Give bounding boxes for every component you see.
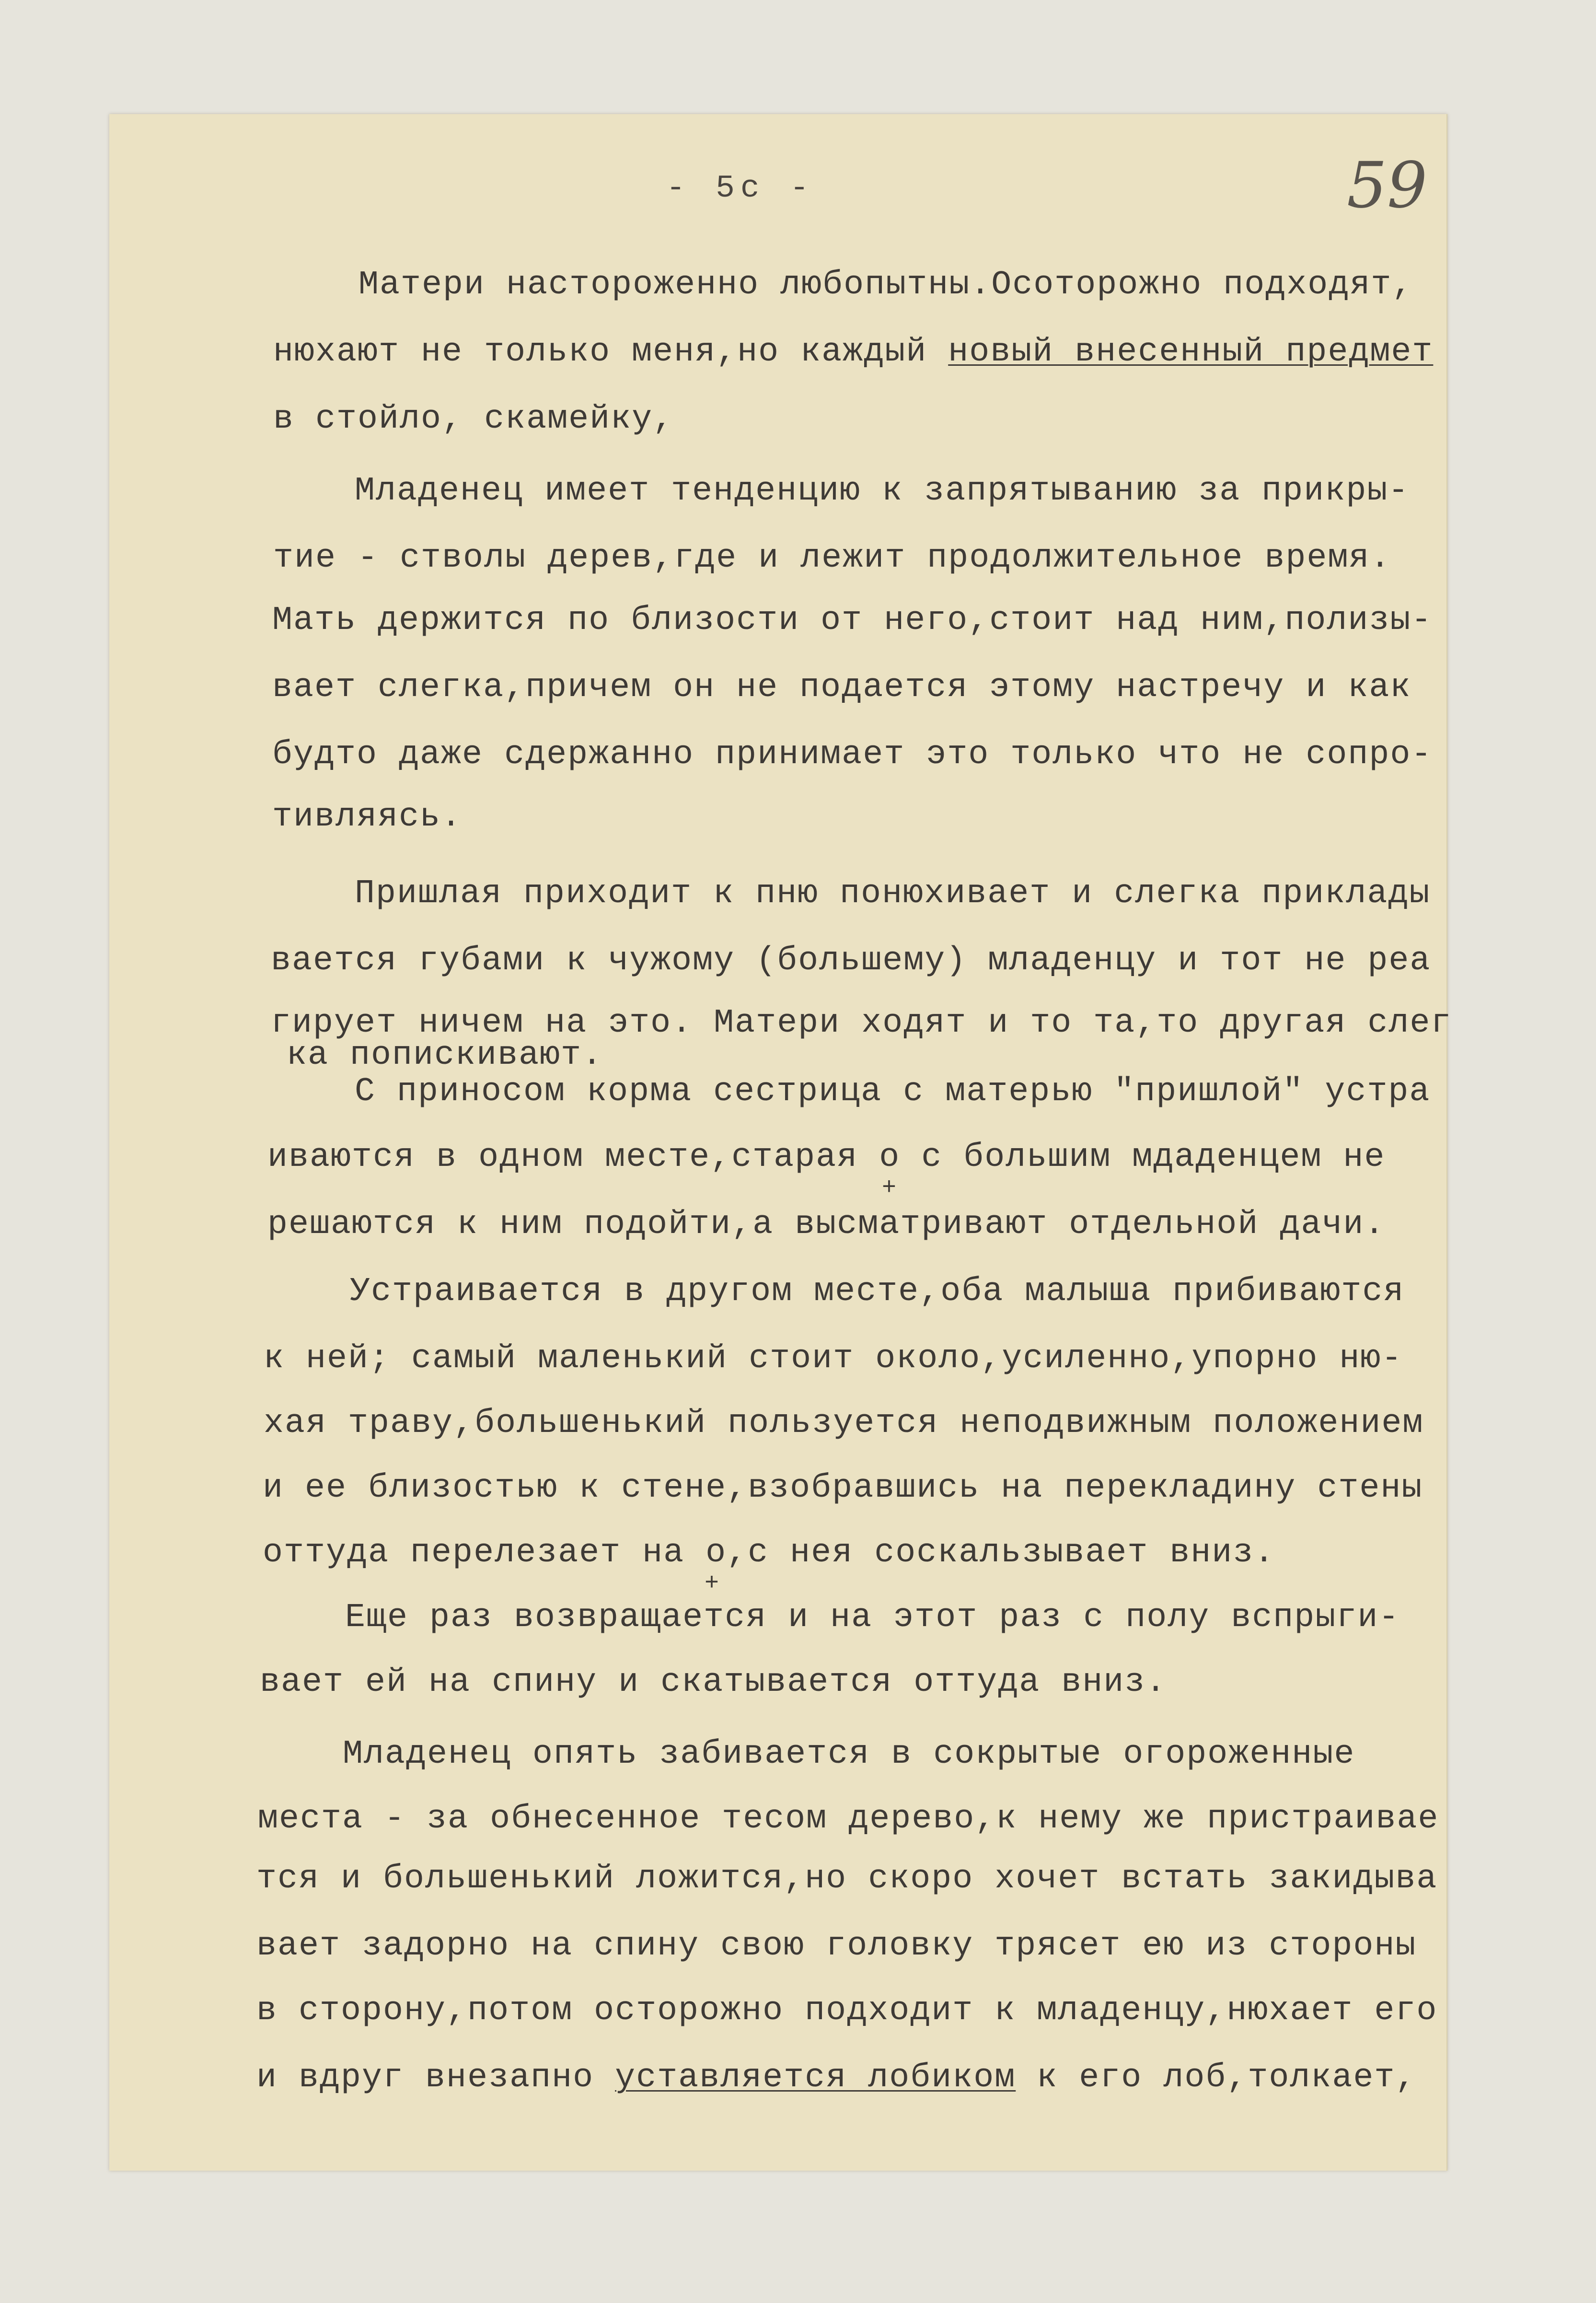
plus-mark: +	[882, 1175, 897, 1202]
text-line: и вдруг внезапно уставляется лобиком к его лоб,толкает,	[256, 2059, 1417, 2097]
text-line: в сторону,потом осторожно подходит к младенцу,нюхает его	[256, 1992, 1438, 2030]
text-line: вает задорно на спину свою головку трясет ею из стороны	[256, 1927, 1417, 1965]
text-line: Мать держится по близости от него,стоит над ним,полизы-	[272, 602, 1433, 640]
text-line: нюхают не только меня,но каждый новый внесенный предмет	[273, 333, 1434, 371]
text-line: ка попискивают.	[287, 1036, 603, 1074]
text-line: Еще раз возвращается и на этот раз с полу вспрыги-	[345, 1599, 1400, 1637]
text-line: Устраивается в другом месте,оба малыша прибиваются	[350, 1273, 1405, 1311]
text-line: вает ей на спину и скатывается оттуда вниз.	[260, 1663, 1167, 1701]
text-line: С приносом корма сестрица с матерью "пришлой" устра	[355, 1073, 1431, 1111]
text-line: будто даже сдержанно принимает это только что не сопро-	[272, 736, 1433, 774]
text-line: места - за обнесенное тесом дерево,к нему же пристраивае	[258, 1800, 1439, 1838]
underlined-phrase: уставляется лобиком	[615, 2059, 1016, 2097]
text-line: хая траву,большенький пользуется неподвижным положением	[264, 1405, 1424, 1442]
text-line: Пришлая приходит к пню понюхивает и слегка приклады	[355, 875, 1431, 913]
text-line: и ее близостью к стене,взобравшись на перекладину стены	[263, 1469, 1423, 1507]
text-line: Младенец опять забивается в сокрытые огороженные	[343, 1735, 1355, 1773]
text-line: иваются в одном месте,старая o с большим мдаденцем не	[267, 1139, 1386, 1176]
text-line: решаются к ним подойти,а высматривают отдельной дачи.	[267, 1206, 1386, 1244]
text-line: тся и большенький ложится,но скоро хочет встать закидыва	[256, 1860, 1438, 1898]
text-line: вает слегка,причем он не подается этому настречу и как	[272, 669, 1411, 707]
text-line: в стойло, скамейку,	[273, 400, 674, 438]
text-line: Матери настороженно любопытны.Осоторожно подходят,	[359, 266, 1413, 304]
text-line: Младенец имеет тенденцию к запрятыванию за прикры-	[355, 472, 1410, 510]
text-line: к ней; самый маленький стоит около,усиленно,упорно ню-	[264, 1340, 1403, 1378]
text-line: гирует ничем на это. Матери ходят и то та,то другая слег	[271, 1004, 1452, 1042]
underlined-phrase: новый внесенный предмет	[948, 333, 1434, 371]
text-line: оттуда перелезает на o,с нея соскальзывает вниз.	[263, 1534, 1275, 1572]
page-number: - 5c -	[666, 170, 815, 206]
plus-mark: +	[705, 1570, 719, 1597]
folio-number: 59	[1347, 149, 1427, 222]
text-line: тивляясь.	[272, 798, 463, 836]
text-line: вается губами к чужому (большему) младенцу и тот не реа	[271, 942, 1431, 980]
text-line: тие - стволы дерев,где и лежит продолжительное время.	[273, 539, 1391, 577]
